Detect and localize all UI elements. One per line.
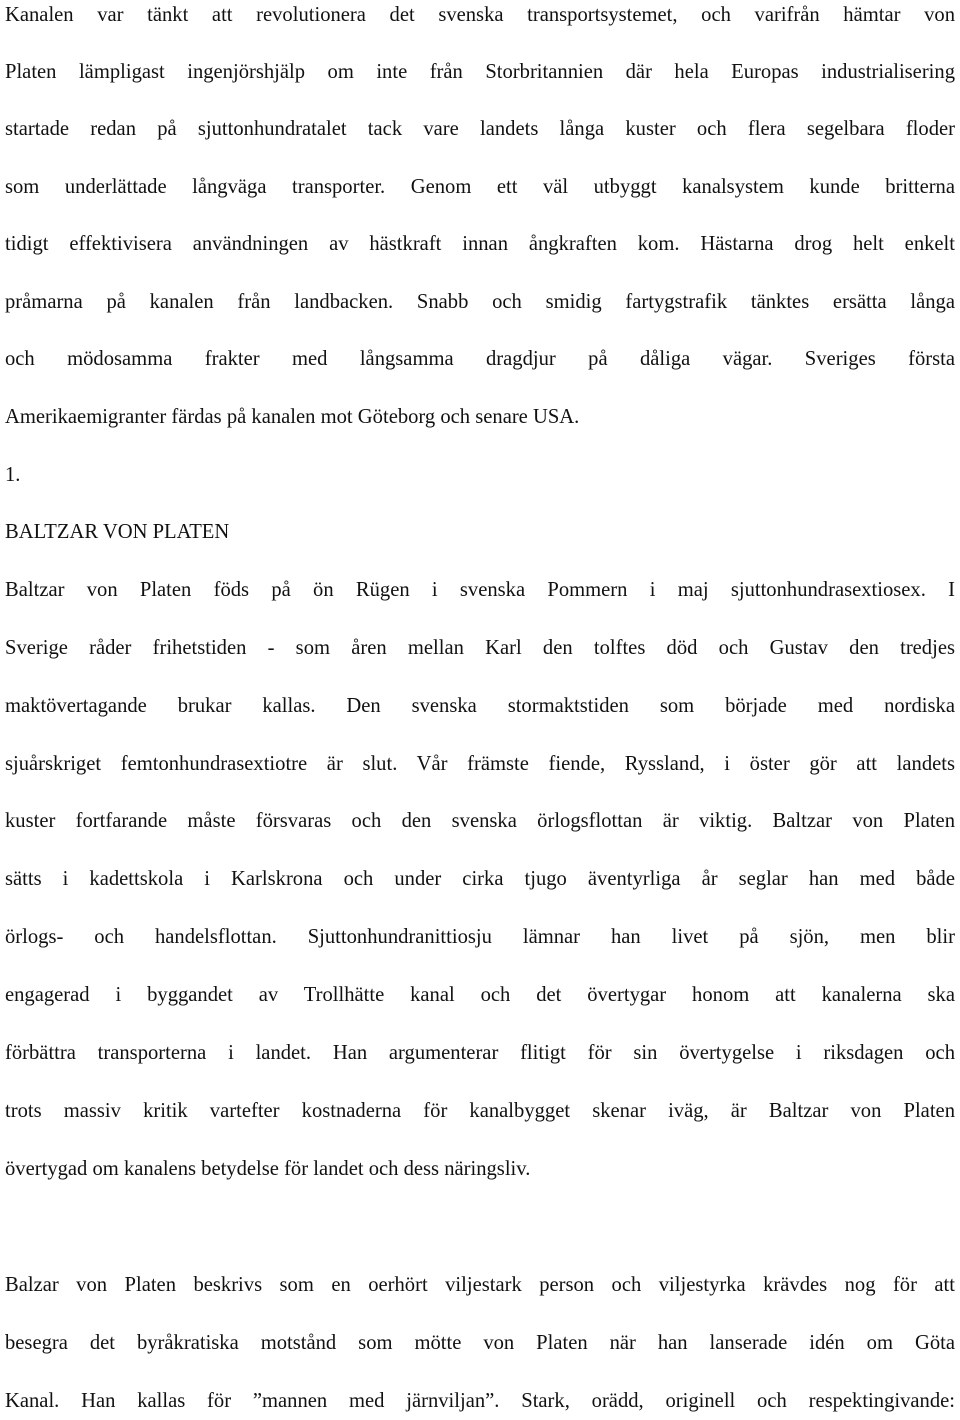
- text-line: örlogs- och handelsflottan. Sjuttonhundranittiosju lämnar han livet på sjön, men blir: [5, 926, 955, 948]
- text-line: sätts i kadettskola i Karlskrona och under cirka tjugo äventyrliga år seglar han med både: [5, 868, 955, 890]
- text-line: och mödosamma frakter med långsamma dragdjur på dåliga vägar. Sveriges första: [5, 348, 955, 370]
- text-line: maktövertagande brukar kallas. Den svenska stormaktstiden som började med nordiska: [5, 695, 955, 717]
- text-line: engagerad i byggandet av Trollhätte kanal och det övertygar honom att kanalerna ska: [5, 984, 955, 1006]
- section-heading: BALTZAR VON PLATEN: [5, 521, 230, 543]
- text-line: förbättra transporterna i landet. Han argumenterar flitigt för sin övertygelse i riksdagen och: [5, 1042, 955, 1064]
- section-number: 1.: [5, 464, 21, 486]
- text-line: pråmarna på kanalen från landbacken. Snabb och smidig fartygstrafik tänktes ersätta långa: [5, 291, 955, 313]
- text-line: Baltzar von Platen föds på ön Rügen i svenska Pommern i maj sjuttonhundrasextiosex. I: [5, 579, 955, 601]
- text-line: Sverige råder frihetstiden - som åren mellan Karl den tolftes död och Gustav den tredjes: [5, 637, 955, 659]
- text-line: kuster fortfarande måste försvaras och den svenska örlogsflottan är viktig. Baltzar von Platen: [5, 810, 955, 832]
- text-line: som underlättade långväga transporter. Genom ett väl utbyggt kanalsystem kunde britterna: [5, 176, 955, 198]
- text-line: trots massiv kritik vartefter kostnaderna för kanalbygget skenar iväg, är Baltzar von Platen: [5, 1100, 955, 1122]
- text-line: tidigt effektivisera användningen av hästkraft innan ångkraften kom. Hästarna drog helt enkelt: [5, 233, 955, 255]
- text-line: Platen lämpligast ingenjörshjälp om inte från Storbritannien där hela Europas industrialisering: [5, 61, 955, 83]
- text-line: övertygad om kanalens betydelse för landet och dess näringsliv.: [5, 1158, 531, 1180]
- text-line: Amerikaemigranter färdas på kanalen mot Göteborg och senare USA.: [5, 406, 580, 428]
- text-line: Balzar von Platen beskrivs som en oerhört viljestark person och viljestyrka krävdes nog för att: [5, 1274, 955, 1296]
- text-line: startade redan på sjuttonhundratalet tack vare landets långa kuster och flera segelbara floder: [5, 118, 955, 140]
- text-line: sjuårskriget femtonhundrasextiotre är slut. Vår främste fiende, Ryssland, i öster gör att landets: [5, 753, 955, 775]
- text-line: Kanal. Han kallas för ”mannen med järnviljan”. Stark, orädd, originell och respektingivande:: [5, 1390, 955, 1412]
- text-line: besegra det byråkratiska motstånd som mötte von Platen när han lanserade idén om Göta: [5, 1332, 955, 1354]
- text-line: Kanalen var tänkt att revolutionera det svenska transportsystemet, och varifrån hämtar von: [5, 4, 955, 26]
